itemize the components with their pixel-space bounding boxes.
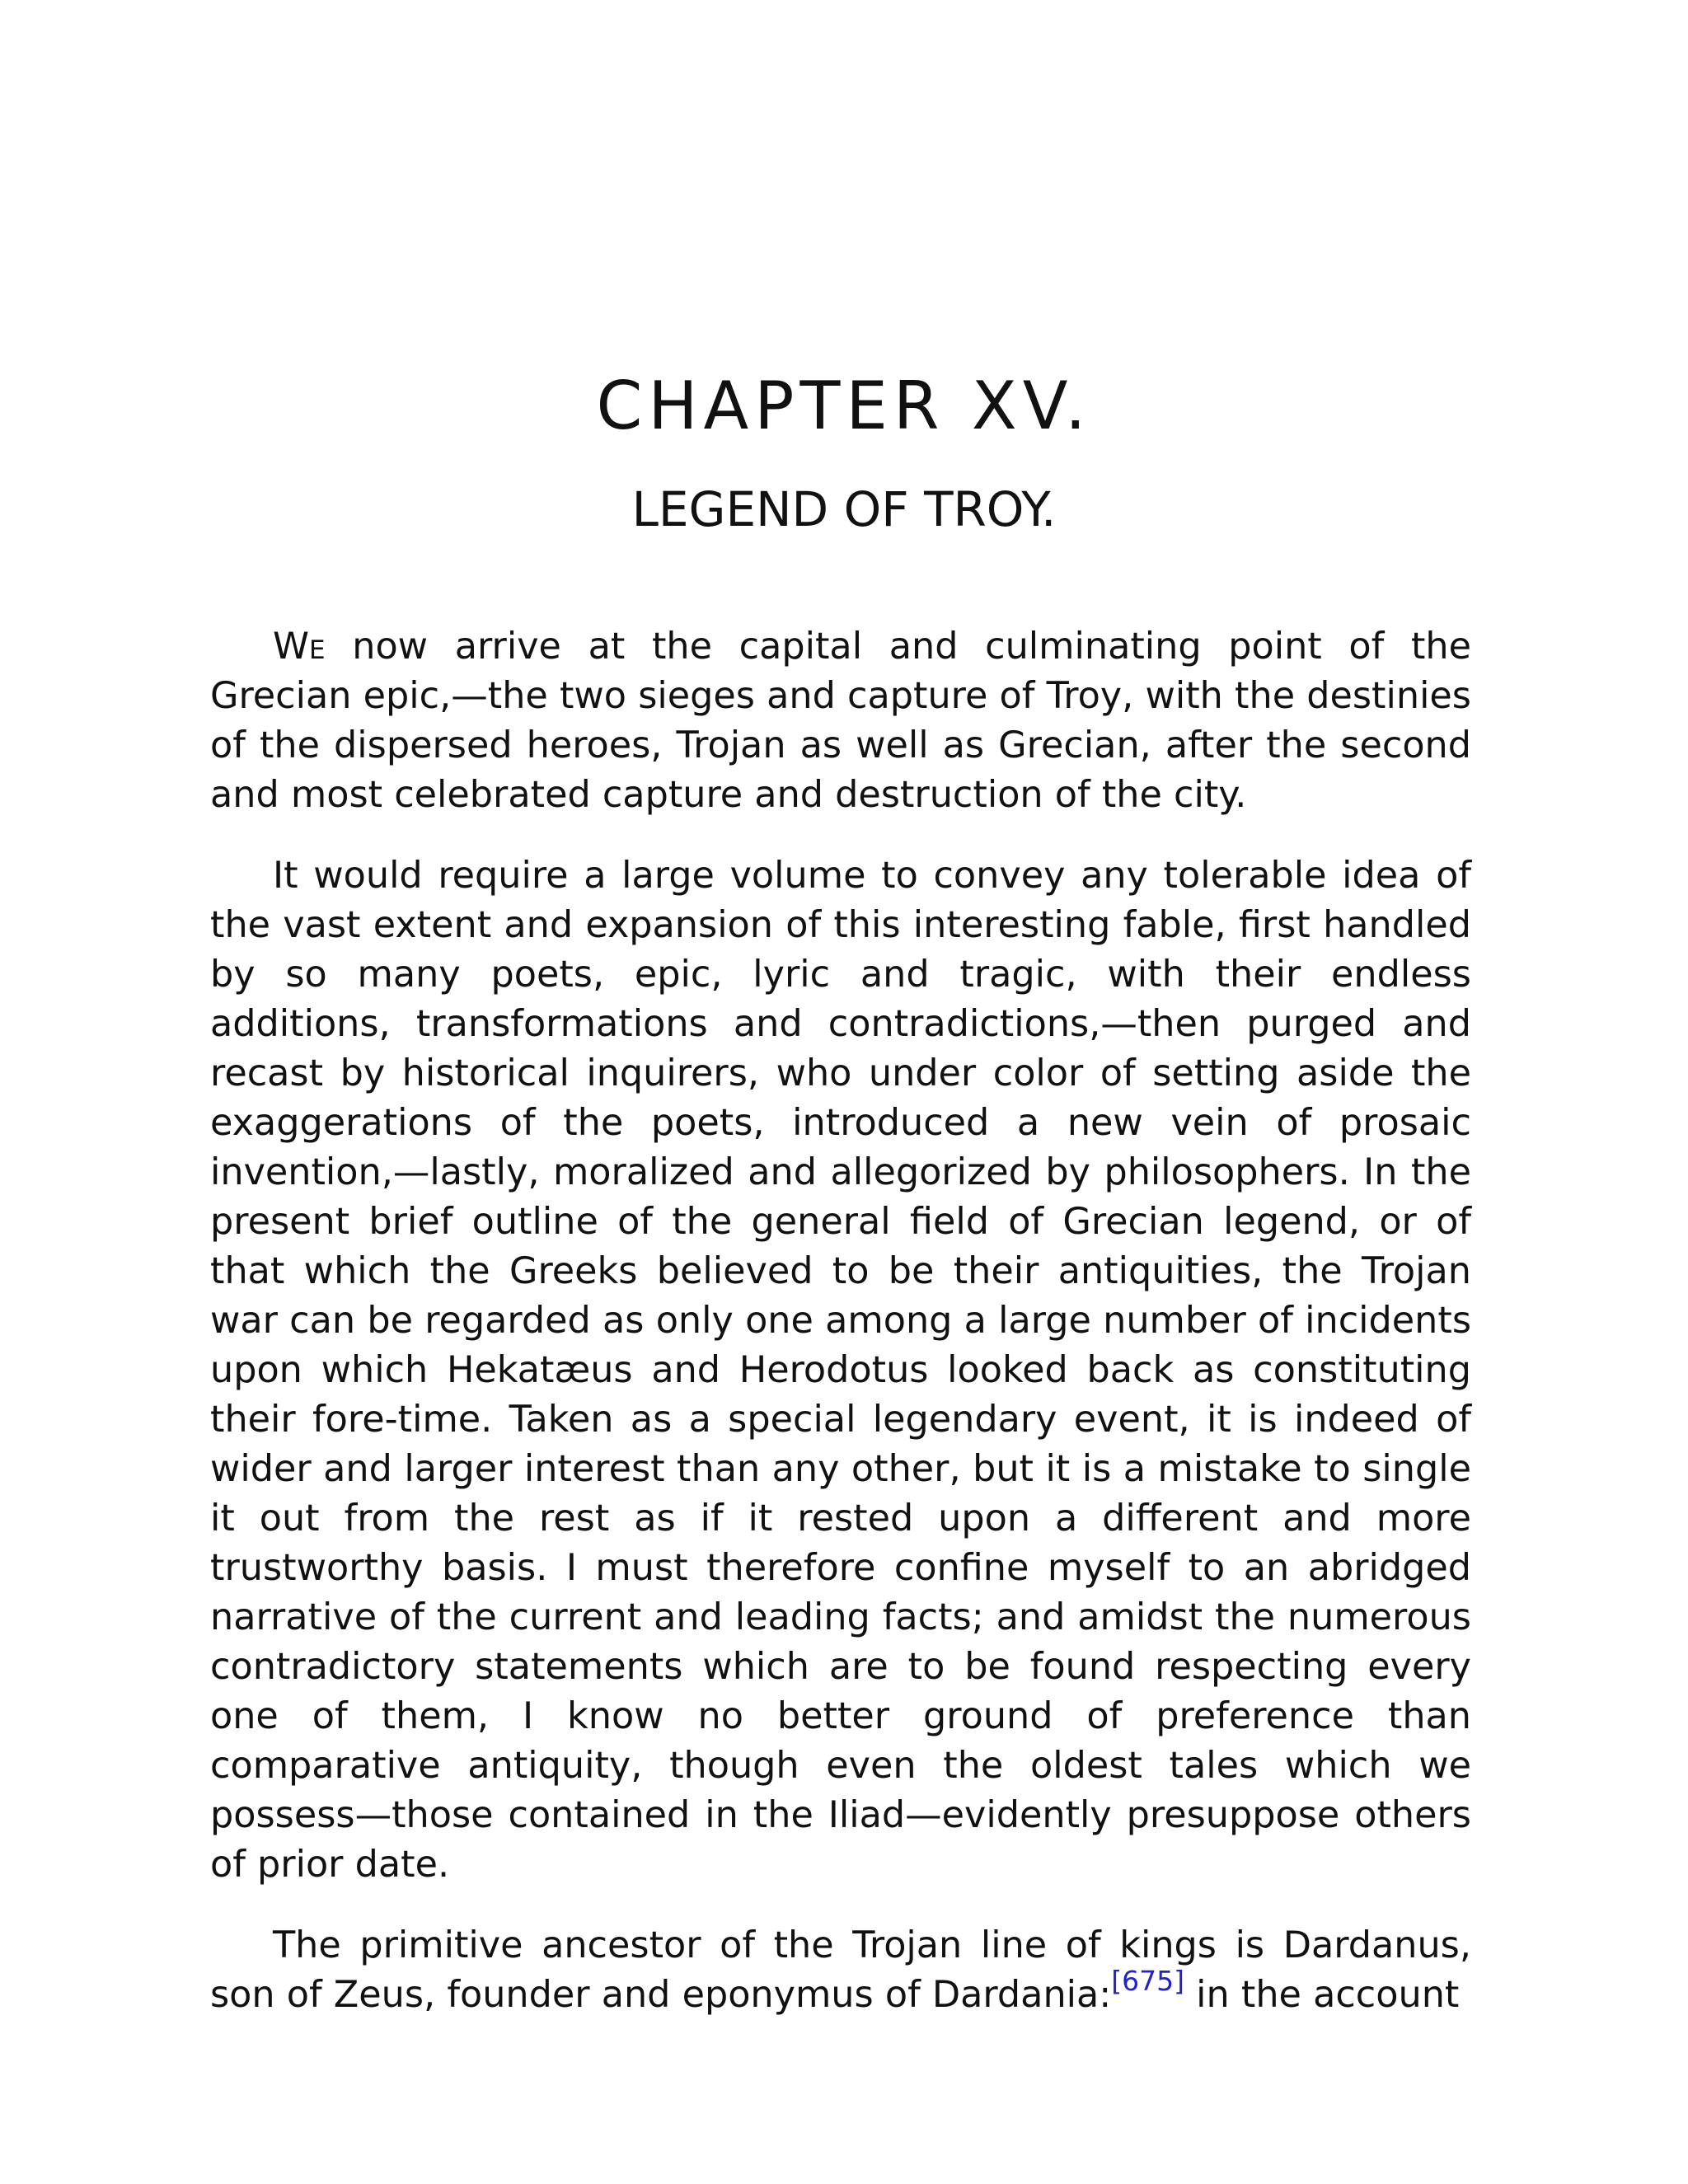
- paragraph-3-text-after: in the account: [1184, 1974, 1460, 2016]
- chapter-subtitle: LEGEND OF TROY.: [631, 481, 1057, 537]
- paragraph-2-text: It would require a large volume to convey any tolerable idea of the vast extent and expansion of this interesting fable, first handled by so many poets, epic, lyric and tragic, with their endless additions, transformations and contradictions,—then purged and recast by historical inquirers, who under color of setting aside the exaggerations of the poets, introduced a new vein of prosaic invention,—lastly, moralized and allegorized by philosophers. In the present brief outline of the general field of Grecian legend, or of that which the Greeks believed to be their antiquities, the Trojan war can be regarded as only one among a large number of incidents upon which Hekatæus and Herodotus looked back as constituting their fore-time. Taken as a special legendary event, it is indeed of wider and larger interest than any other, but it is a mistake to single it out from the rest as if it rested upon a different and more trustworthy basis. I must therefore confine myself to an abridged narrative of the current and leading facts; and amidst the numerous contradictory statements which are to be found respecting every one of them, I know no better ground of preference than comparative antiquity, though even the oldest tales which we possess—those contained in the Iliad—evidently presuppose others of prior date.: [210, 855, 1471, 1886]
- paragraph-3: [210, 1921, 1471, 2020]
- paragraph-2: [210, 851, 1471, 1890]
- footnote-link-675[interactable]: [675]: [1111, 1965, 1185, 1997]
- chapter-title: CHAPTER XV.: [596, 368, 1092, 444]
- dropcap-word: We: [273, 626, 326, 668]
- paragraph-1: [210, 622, 1471, 820]
- paragraph-1-text: now arrive at the capital and culminating point of the Grecian epic,—the two sieges and capture of Troy, with the destinies of the dispersed heroes, Trojan as well as Grecian, after the second and most celebrated capture and destruction of the city.: [210, 626, 1471, 816]
- paragraph-3-text-before: The primitive ancestor of the Trojan line of kings is Dardanus, son of Zeus, founder and eponymus of Dardania:: [210, 1924, 1471, 2016]
- chapter-body: [210, 622, 1471, 2051]
